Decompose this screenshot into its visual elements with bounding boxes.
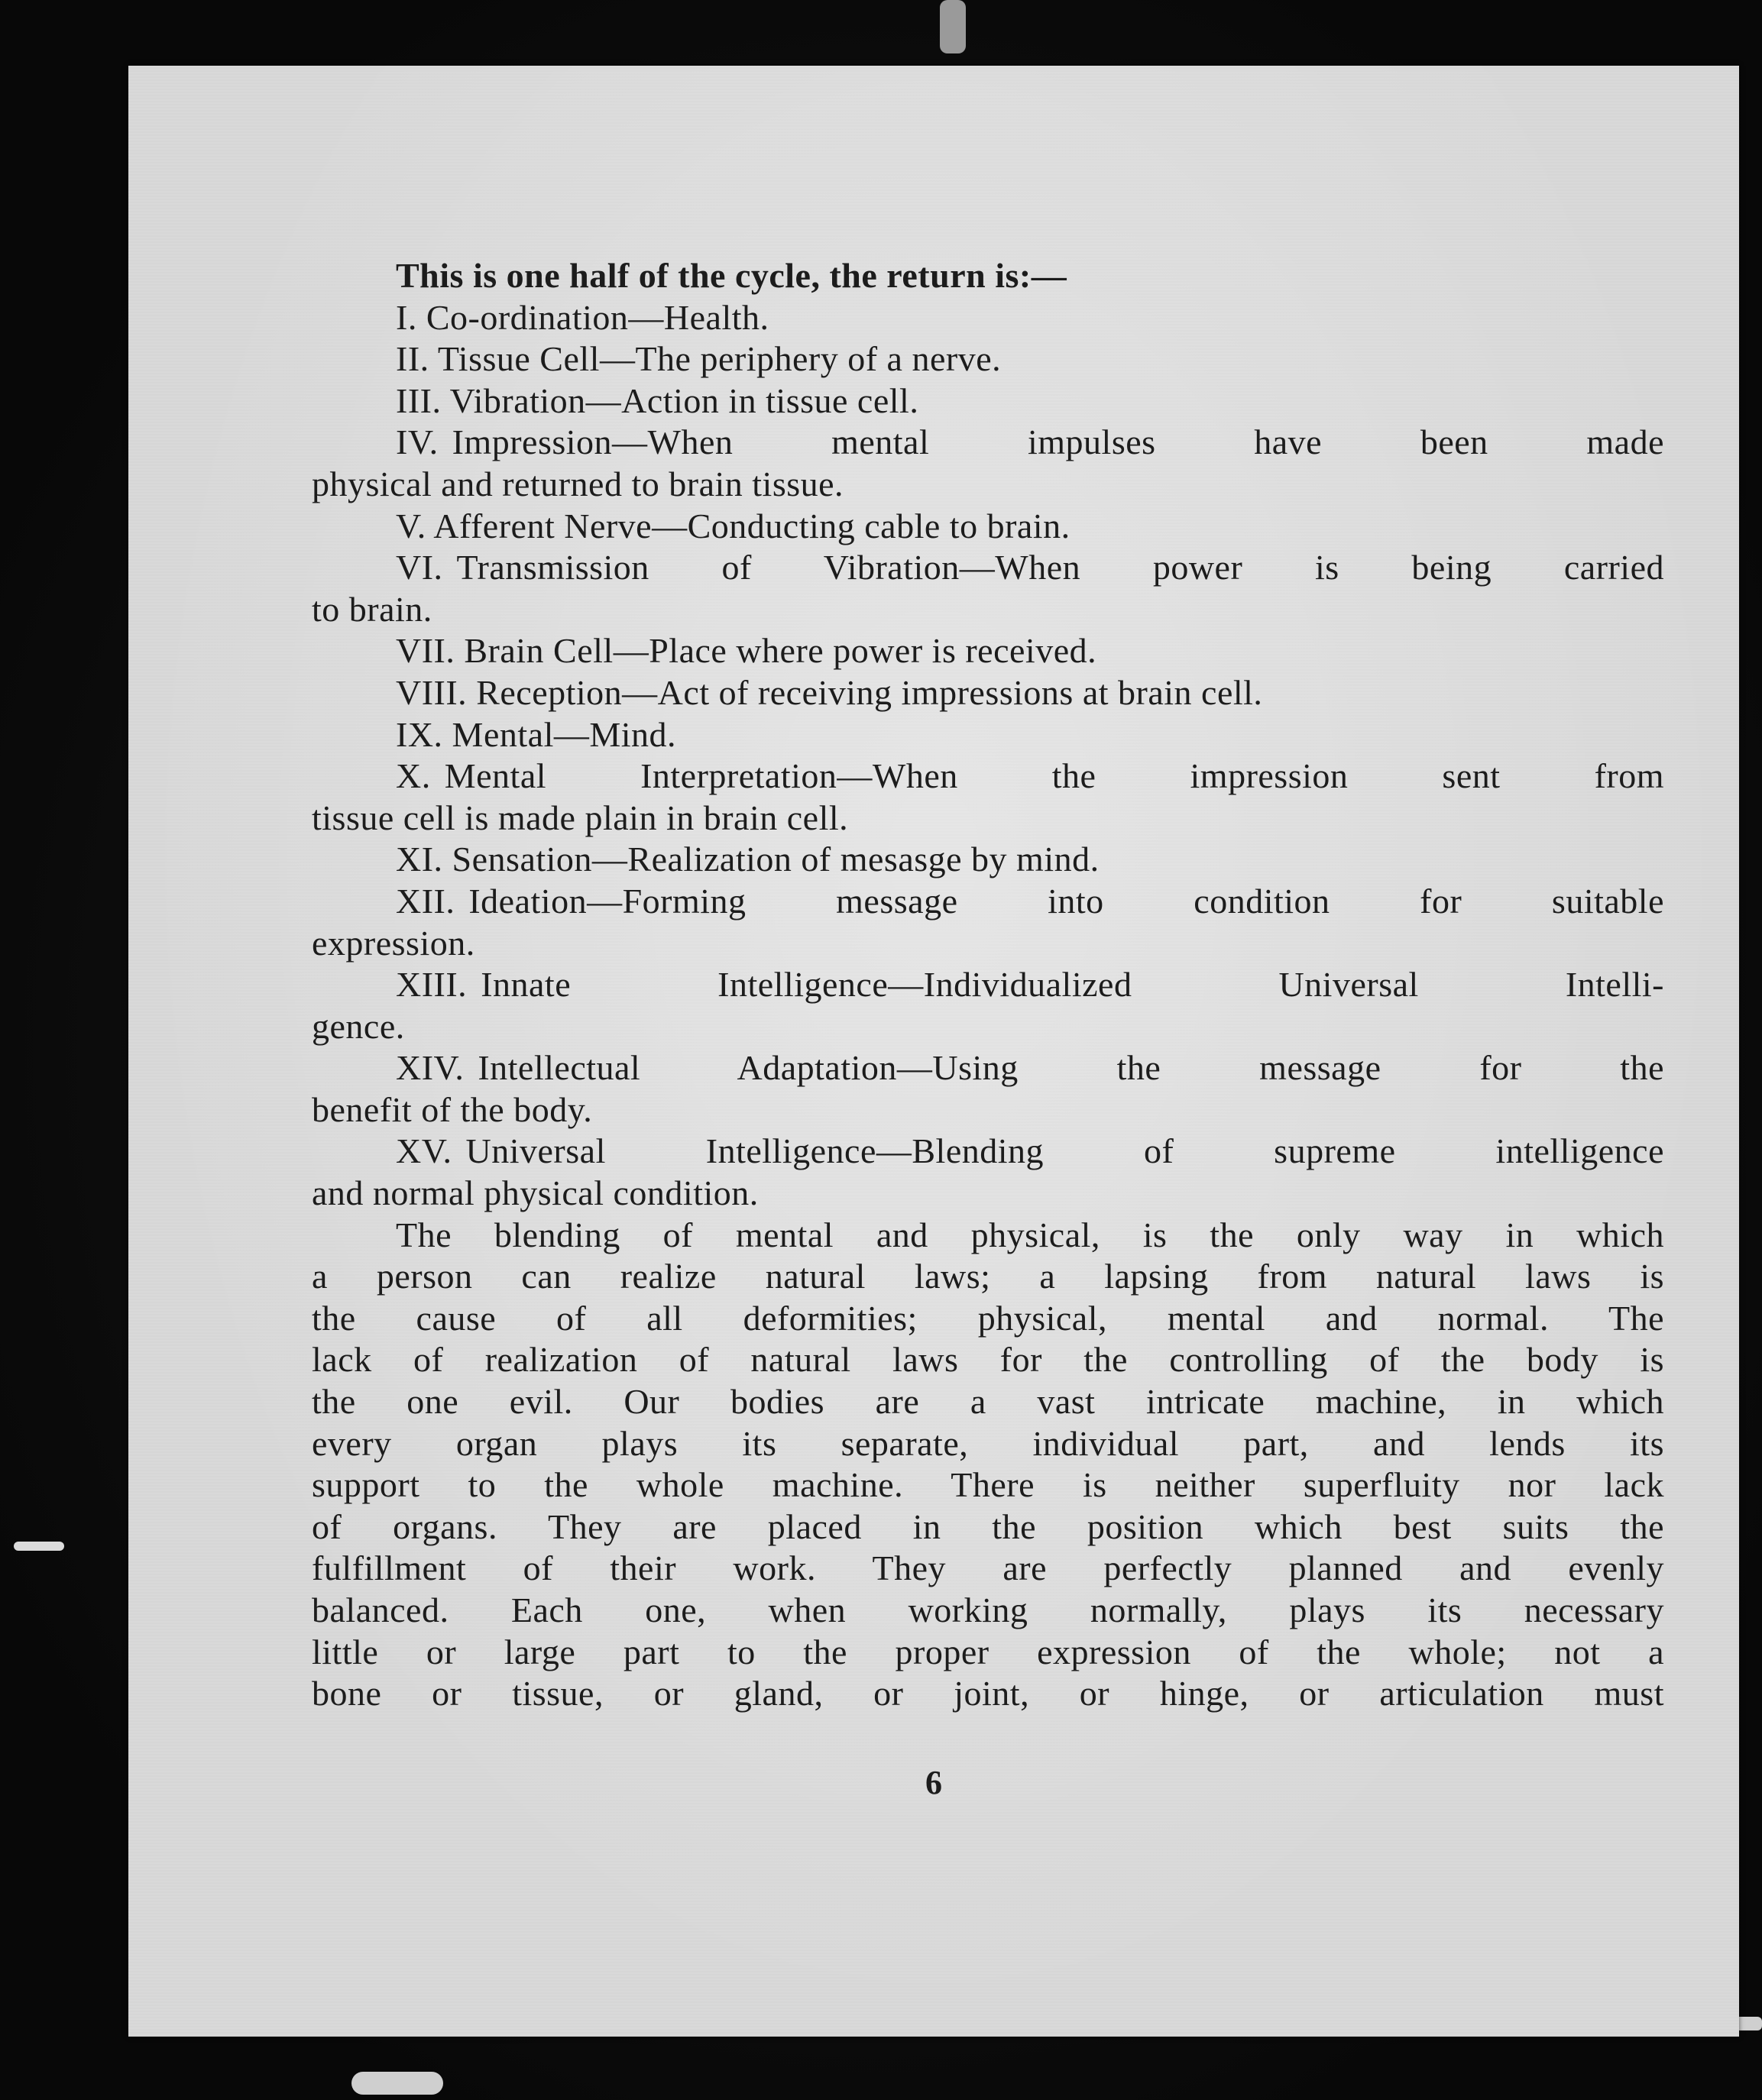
list-item-continuation: gence. <box>312 1006 405 1046</box>
item-numeral: XIII. <box>396 965 468 1005</box>
paragraph-line-text: support to the whole machine. There is neither superfluity nor lack <box>312 1465 1664 1505</box>
item-text: Tissue Cell—The periphery of a nerve. <box>437 339 1002 379</box>
item-numeral: IV. <box>396 422 439 462</box>
scan-speck <box>14 1542 64 1551</box>
paragraph-line <box>312 1590 1664 1632</box>
paragraph-line-text: of organs. They are placed in the position which best suits the <box>312 1506 1664 1546</box>
item-text: Universal Intelligence—Blending of supreme intelligence <box>465 1131 1664 1171</box>
item-text: Mental Interpretation—When the impression sent from <box>444 756 1664 796</box>
paragraph-line <box>312 1298 1664 1340</box>
list-item-continuation: to brain. <box>312 589 432 629</box>
paragraph-line <box>312 1506 1664 1548</box>
item-numeral: XIV. <box>396 1048 465 1088</box>
list-item <box>312 881 1664 923</box>
intro-line: This is one half of the cycle, the return is:— <box>396 256 1067 295</box>
item-numeral: VII. <box>396 631 455 671</box>
item-text: Brain Cell—Place where power is received. <box>464 631 1097 671</box>
paragraph-line <box>312 1381 1664 1423</box>
paragraph-line-text: the one evil. Our bodies are a vast intricate machine, in which <box>312 1382 1664 1422</box>
list-item <box>312 1047 1664 1089</box>
document-page <box>128 66 1739 2037</box>
paragraph-line <box>312 1673 1664 1715</box>
list-item <box>312 506 1664 548</box>
paragraph-line-text: little or large part to the proper expression of the whole; not a <box>312 1632 1664 1671</box>
item-numeral: XI. <box>396 840 443 879</box>
list-item <box>312 380 1664 422</box>
paragraph-line-text: every organ plays its separate, individual part, and lends its <box>312 1423 1664 1463</box>
paragraph-line-text: the cause of all deformities; physical, mental and normal. The <box>312 1298 1664 1338</box>
item-numeral: II. <box>396 339 429 379</box>
list-item <box>312 630 1664 672</box>
list-item <box>312 338 1664 380</box>
list-item <box>312 756 1664 798</box>
item-text: Impression—When mental impulses have been made <box>452 422 1664 462</box>
paragraph-line-text: The blending of mental and physical, is the only way in which <box>396 1215 1664 1254</box>
item-numeral: VI. <box>396 548 443 587</box>
item-numeral: XV. <box>396 1131 452 1171</box>
list-item <box>312 422 1664 464</box>
list-item <box>312 1131 1664 1173</box>
paragraph-line <box>312 1548 1664 1590</box>
paragraph-line-text: a person can realize natural laws; a lapsing from natural laws is <box>312 1257 1664 1296</box>
list-item <box>312 714 1664 756</box>
item-text: Ideation—Forming message into condition for suitable <box>468 881 1664 921</box>
list-item <box>312 672 1664 714</box>
item-text: Afferent Nerve—Conducting cable to brain. <box>433 506 1070 545</box>
scan-speck <box>351 2072 443 2095</box>
paragraph-line <box>312 1215 1664 1257</box>
list-item-continuation: expression. <box>312 923 475 963</box>
list-item-continuation: and normal physical condition. <box>312 1173 759 1213</box>
list-item <box>312 839 1664 881</box>
item-text: Reception—Act of receiving impressions at brain cell. <box>476 672 1263 712</box>
item-numeral: I. <box>396 297 417 337</box>
item-numeral: III. <box>396 380 442 420</box>
item-text: Sensation—Realization of mesasge by mind. <box>452 840 1100 879</box>
item-text: Innate Intelligence—Individualized Universal Intelli- <box>481 965 1664 1005</box>
paragraph-line <box>312 1464 1664 1506</box>
paragraph-line <box>312 1339 1664 1381</box>
item-numeral: V. <box>396 506 426 545</box>
list-item-continuation: physical and returned to brain tissue. <box>312 464 844 503</box>
list-item <box>312 547 1664 589</box>
scan-speck <box>940 0 966 53</box>
item-text: Co-ordination—Health. <box>426 297 769 337</box>
item-text: Mental—Mind. <box>452 714 677 754</box>
page-number: 6 <box>925 1764 942 1801</box>
paragraph-line-text: fulfillment of their work. They are perfectly planned and evenly <box>312 1548 1664 1588</box>
item-numeral: XII. <box>396 881 455 921</box>
item-text: Vibration—Action in tissue cell. <box>449 380 919 420</box>
paragraph-line <box>312 1632 1664 1674</box>
paragraph-line-text: lack of realization of natural laws for the controlling of the body is <box>312 1340 1664 1380</box>
list-item-continuation: tissue cell is made plain in brain cell. <box>312 798 849 837</box>
list-item-continuation: benefit of the body. <box>312 1089 593 1129</box>
paragraph-line <box>312 1256 1664 1298</box>
item-text: Transmission of Vibration—When power is being carried <box>456 548 1664 587</box>
item-numeral: IX. <box>396 714 443 754</box>
list-item <box>312 297 1664 339</box>
item-numeral: VIII. <box>396 672 468 712</box>
paragraph-line-text: balanced. Each one, when working normally, plays its necessary <box>312 1590 1664 1629</box>
item-numeral: X. <box>396 756 431 796</box>
item-text: Intellectual Adaptation—Using the message for the <box>478 1048 1664 1088</box>
body-paragraph <box>312 1215 1664 1715</box>
paragraph-line <box>312 1423 1664 1465</box>
paragraph-line-text: bone or tissue, or gland, or joint, or hinge, or articulation must <box>312 1674 1664 1713</box>
page-body <box>312 255 1664 1715</box>
list-item <box>312 964 1664 1006</box>
